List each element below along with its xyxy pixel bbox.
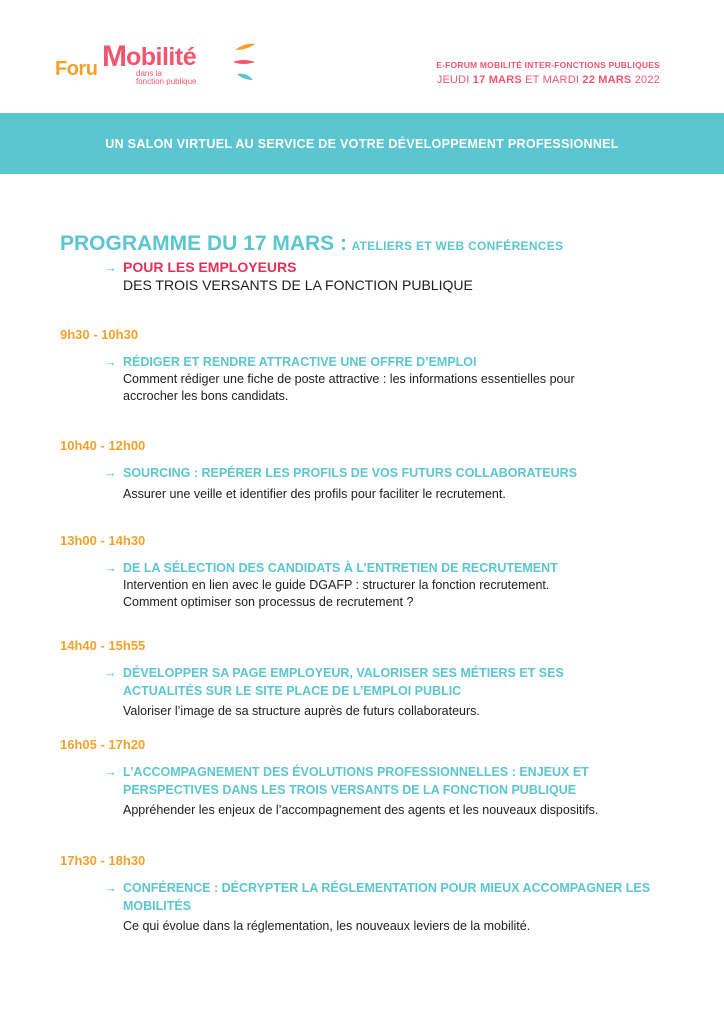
session-6 — [60, 853, 680, 935]
audience-line1 — [104, 259, 473, 275]
session-title-row — [104, 559, 680, 577]
session-desc-line: Assurer une veille et identifier des profils pour faciliter le recrutement. — [123, 487, 506, 501]
dates-part1: JEUDI — [436, 74, 473, 86]
session-desc-line: Comment optimiser son processus de recrutement ? — [123, 595, 414, 609]
arrow-right-icon: → — [104, 764, 117, 779]
session-title-row — [104, 353, 680, 371]
program-title — [60, 232, 563, 256]
logo-subtitle — [136, 70, 197, 86]
session-desc-line: Intervention en lien avec le guide DGAFP : structurer la fonction recrutement. — [123, 578, 550, 592]
event-dates — [436, 74, 660, 86]
session-time: 16h05 - 17h20 — [60, 737, 146, 752]
session-5 — [60, 737, 680, 819]
session-title-row — [104, 464, 680, 482]
arrow-right-icon: → — [104, 880, 117, 895]
session-time: 14h40 - 15h55 — [60, 638, 146, 653]
session-title: CONFÉRENCE : DÉCRYPTER LA RÉGLEMENTATION POUR MIEUX ACCOMPAGNER LES MOBILITÉS — [123, 881, 651, 913]
audience-line2: DES TROIS VERSANTS DE LA FONCTION PUBLIQUE — [123, 277, 473, 293]
dates-part2: ET MARDI — [521, 74, 583, 86]
session-time: 13h00 - 14h30 — [60, 533, 146, 548]
audience — [104, 259, 473, 293]
arrow-right-icon: → — [104, 560, 117, 575]
session-time: 10h40 - 12h00 — [60, 438, 146, 453]
session-title: DE LA SÉLECTION DES CANDIDATS À L’ENTRETIEN DE RECRUTEMENT — [123, 561, 558, 575]
session-title: DÉVELOPPER SA PAGE EMPLOYEUR, VALORISER SES MÉTIERS ET SES ACTUALITÉS SUR LE SITE PLACE DE L’EMPLOI PUBLIC — [123, 666, 564, 698]
session-title: SOURCING : REPÉRER LES PROFILS DE VOS FUTURS COLLABORATEURS — [123, 466, 577, 480]
arrow-right-icon: → — [104, 260, 117, 275]
session-desc-line: Appréhender les enjeux de l’accompagnement des agents et les nouveaux dispositifs. — [123, 803, 599, 817]
event-name: E-FORUM MOBILITÉ INTER-FONCTIONS PUBLIQUES — [436, 60, 660, 70]
session-desc-line: Valoriser l’image de sa structure auprès de futurs collaborateurs. — [123, 704, 480, 718]
dates-bold1: 17 MARS — [472, 74, 522, 86]
logo-leaves-icon — [231, 40, 261, 90]
logo-m-letter: M — [102, 40, 127, 73]
logo-subtitle-line1: dans la — [136, 69, 162, 78]
logo-obilite-text: obilité — [126, 43, 197, 71]
session-time: 17h30 - 18h30 — [60, 853, 146, 868]
dates-part3: 2022 — [631, 74, 660, 86]
arrow-right-icon: → — [104, 354, 117, 369]
session-2 — [60, 438, 680, 503]
arrow-right-icon: → — [104, 465, 117, 480]
session-desc-line: Ce qui évolue dans la réglementation, les nouveaux leviers de la mobilité. — [123, 919, 531, 933]
logo-subtitle-line2: fonction publique — [136, 77, 197, 86]
session-4 — [60, 638, 680, 720]
event-header — [436, 60, 660, 86]
session-title-row — [104, 763, 614, 799]
session-time: 9h30 - 10h30 — [60, 327, 139, 342]
session-title: L’ACCOMPAGNEMENT DES ÉVOLUTIONS PROFESSIONNELLES : ENJEUX ET PERSPECTIVES DANS LES TROIS VERSANTS DE LA FONCTION PUBLIQUE — [123, 765, 589, 797]
audience-label: POUR LES EMPLOYEURS — [123, 259, 297, 275]
program-title-main: PROGRAMME DU 17 MARS : — [60, 232, 348, 255]
session-title-row — [104, 664, 624, 700]
session-desc-line: Comment rédiger une fiche de poste attractive : les informations essentielles pour — [123, 372, 575, 386]
logo-foru-text: Foru — [55, 58, 98, 80]
session-title-row — [104, 879, 664, 915]
session-1 — [60, 327, 680, 405]
program-title-sub: ATELIERS ET WEB CONFÉRENCES — [351, 239, 564, 253]
arrow-right-icon: → — [104, 665, 117, 680]
dates-bold2: 22 MARS — [582, 74, 632, 86]
session-desc-line: accrocher les bons candidats. — [123, 389, 289, 403]
forum-mobilite-logo — [55, 40, 265, 95]
session-3 — [60, 533, 680, 611]
banner-text: UN SALON VIRTUEL AU SERVICE DE VOTRE DÉVELOPPEMENT PROFESSIONNEL — [105, 136, 619, 151]
session-title: RÉDIGER ET RENDRE ATTRACTIVE UNE OFFRE D’EMPLOI — [123, 355, 477, 369]
banner — [0, 113, 724, 174]
